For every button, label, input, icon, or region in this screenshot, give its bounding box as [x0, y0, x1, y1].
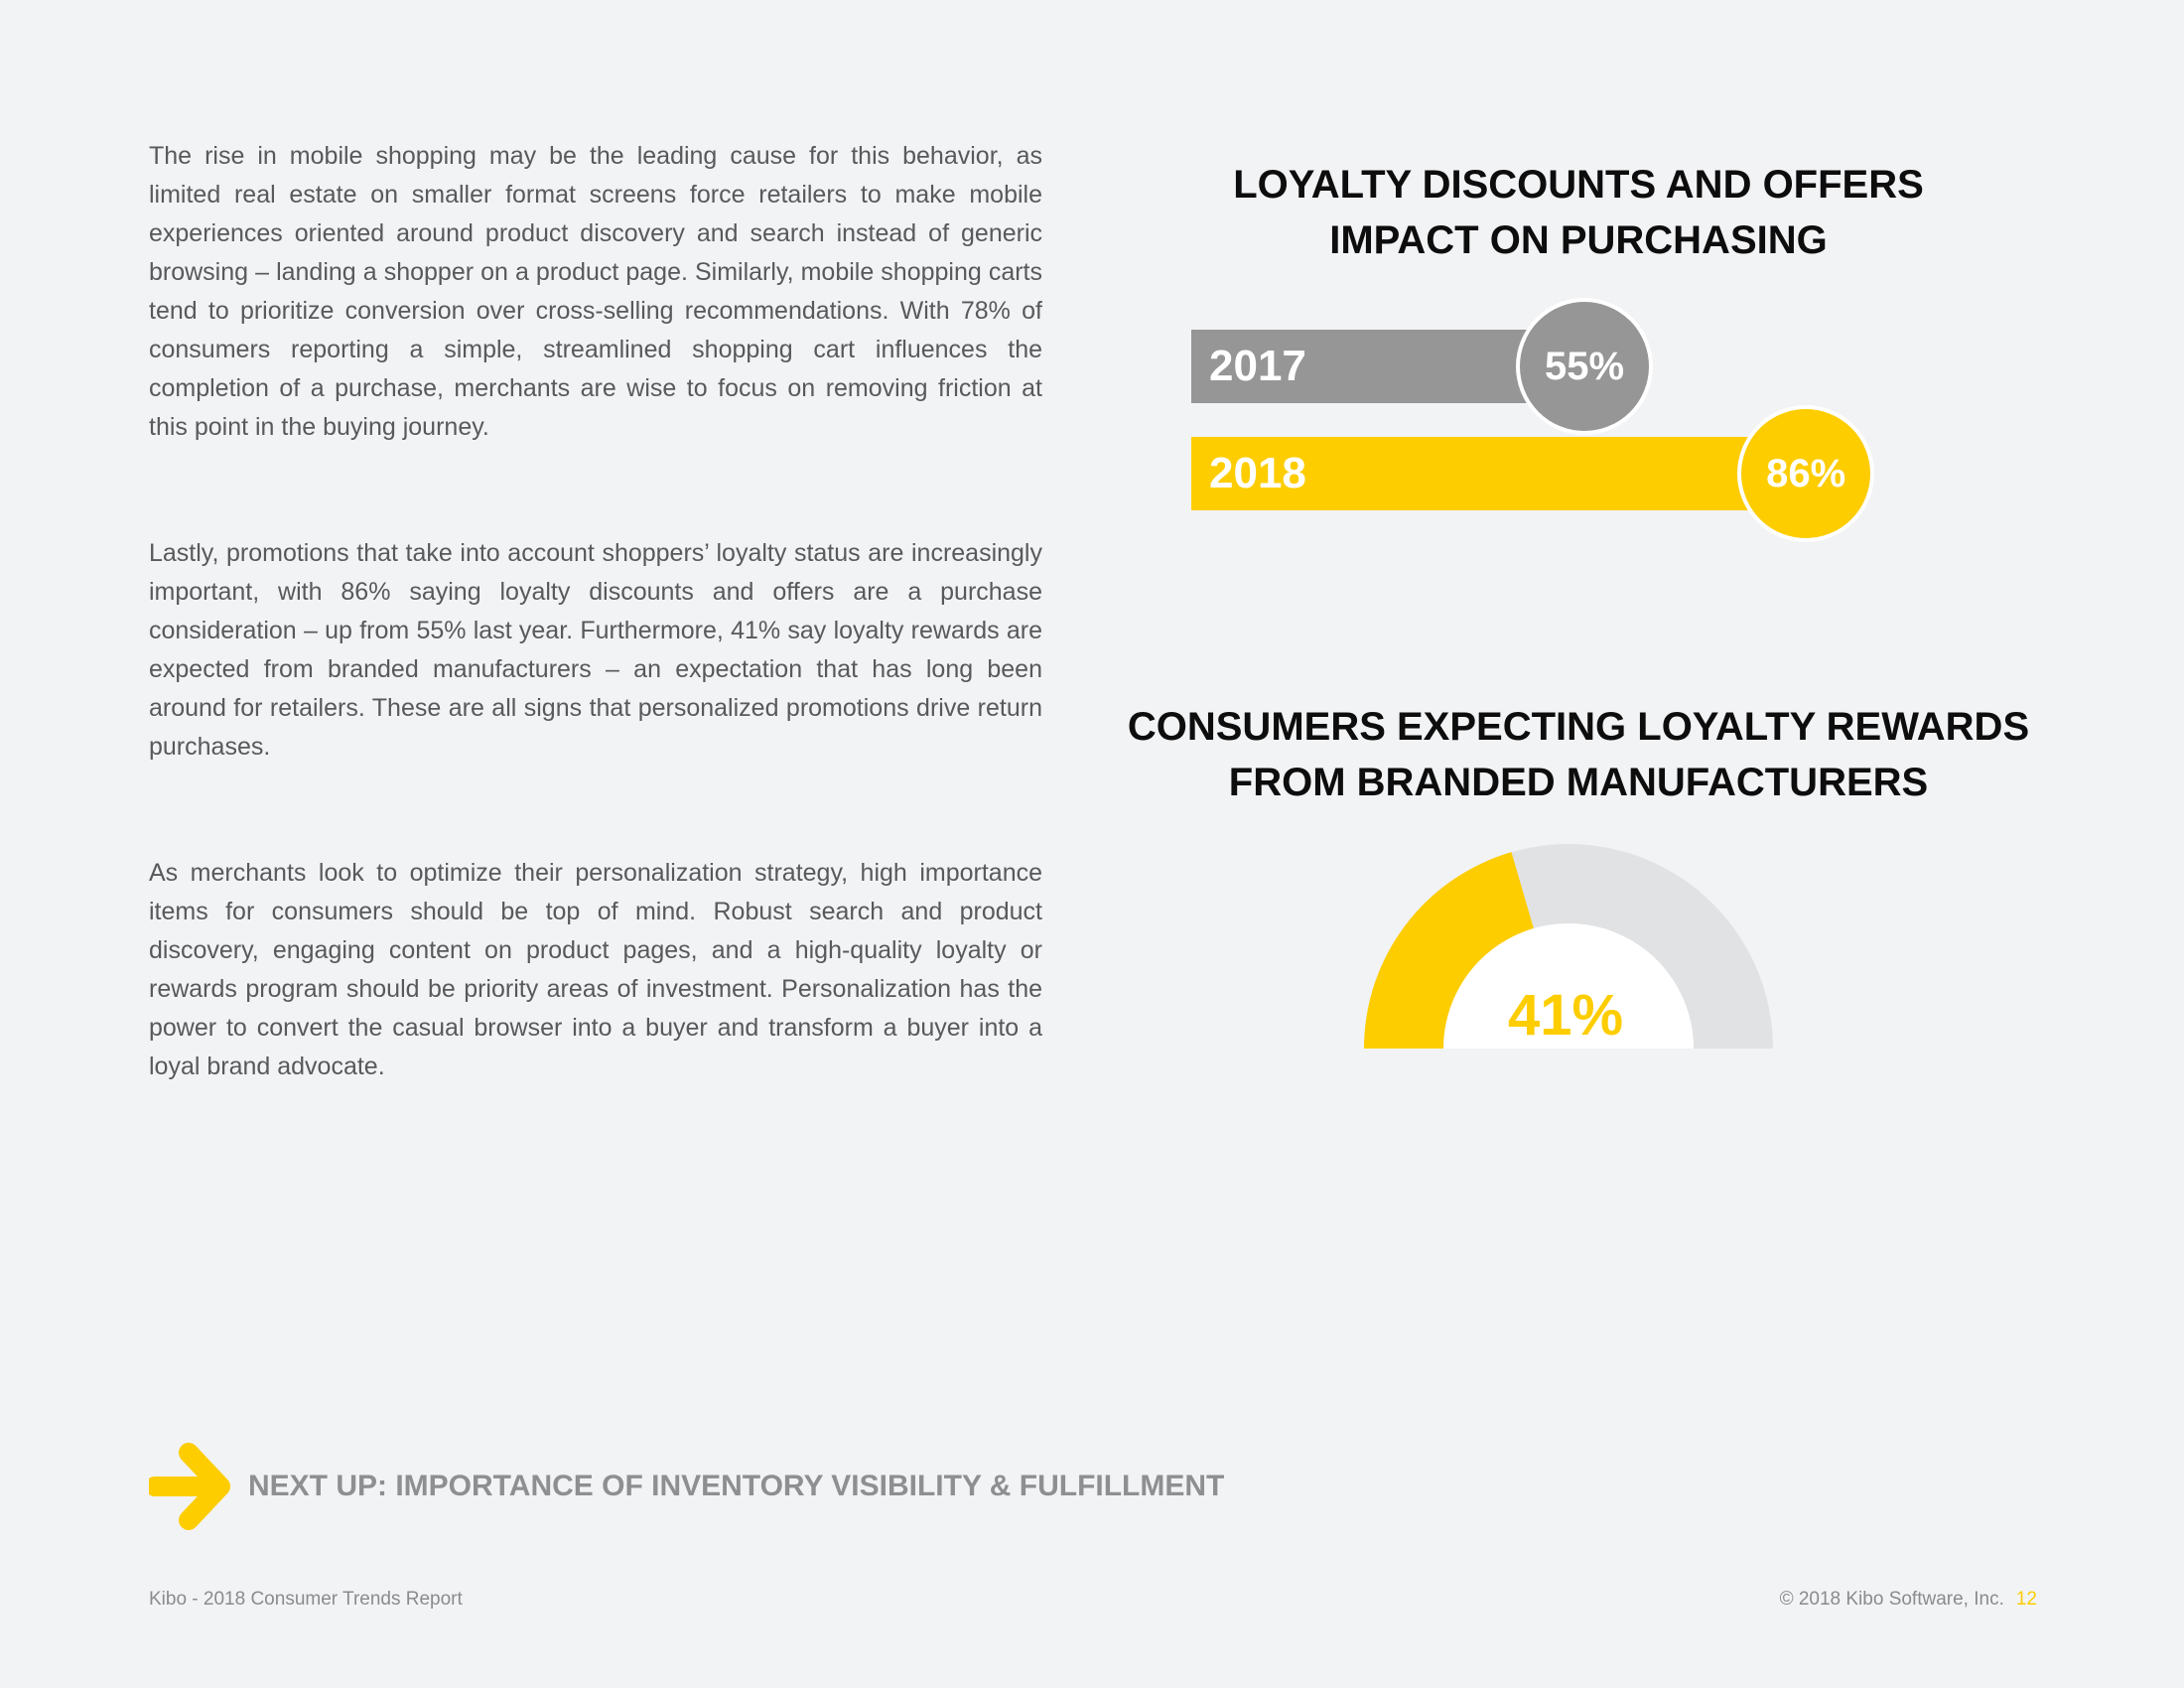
chart-1-title-line-2: IMPACT ON PURCHASING: [1329, 218, 1828, 262]
gauge-value-label: 41%: [1507, 983, 1624, 1048]
paragraph-1: The rise in mobile shopping may be the leading cause for this behavior, as limited real estate on smaller format screens force retailers to make mobile experiences oriented around product discovery and search instead of generic browsing – landing a shopper on a product page. Similarly, mobile shopping carts tend to prioritize conversion over cross-selling recommendations. With 78% of consumers reporting a simple, streamlined shopping cart influences the completion of a purchase, merchants are wise to focus on removing friction at this point in the buying journey.: [149, 142, 1042, 441]
data-label-2018: 86%: [1766, 451, 1846, 495]
footer-report-title: Kibo - 2018 Consumer Trends Report: [149, 1589, 463, 1610]
paragraph-3: As merchants look to optimize their personalization strategy, high importance items for consumers should be top of mind. Robust search and product discovery, engaging content on product pages, and a high-quality loyalty or rewards program should be priority areas of investment. Personalization has the power to convert the casual browser into a buyer and transform a buyer into a loyal brand advocate.: [149, 859, 1042, 1080]
paragraph-2: Lastly, promotions that take into account shoppers’ loyalty status are increasingly important, with 86% saying loyalty discounts and offers are a purchase consideration – up from 55% last year. Furthermore, 41% say loyalty rewards are expected from branded manufacturers – an expectation that has long been around for retailers. These are all signs that personalized promotions drive return purchases.: [149, 539, 1042, 761]
footer-copyright: © 2018 Kibo Software, Inc.: [1779, 1589, 2004, 1610]
bar-2018: [1191, 437, 1806, 510]
chart-2-title-line-1: CONSUMERS EXPECTING LOYALTY REWARDS: [1127, 705, 2030, 749]
body-text: [149, 137, 1042, 1174]
data-label-2017: 55%: [1544, 344, 1625, 388]
chart-2-title: [1092, 699, 2065, 810]
value-bubble-2018: [1737, 405, 1874, 542]
page-number: 12: [2015, 1589, 2037, 1610]
chart-1-title-line-1: LOYALTY DISCOUNTS AND OFFERS: [1233, 163, 1924, 207]
footer-right: [1780, 1589, 2037, 1611]
next-up-label: NEXT UP: IMPORTANCE OF INVENTORY VISIBILITY & FULFILLMENT: [248, 1470, 1225, 1502]
chart-1-title: [1092, 157, 2065, 268]
next-up-link[interactable]: [149, 1442, 1224, 1531]
bar-label-2018: 2018: [1209, 449, 1306, 497]
arrow-right-icon: [149, 1442, 234, 1531]
chart-2-title-line-2: FROM BRANDED MANUFACTURERS: [1228, 761, 1929, 804]
value-bubble-2017: [1516, 298, 1653, 435]
bar-label-2017: 2017: [1209, 342, 1306, 390]
